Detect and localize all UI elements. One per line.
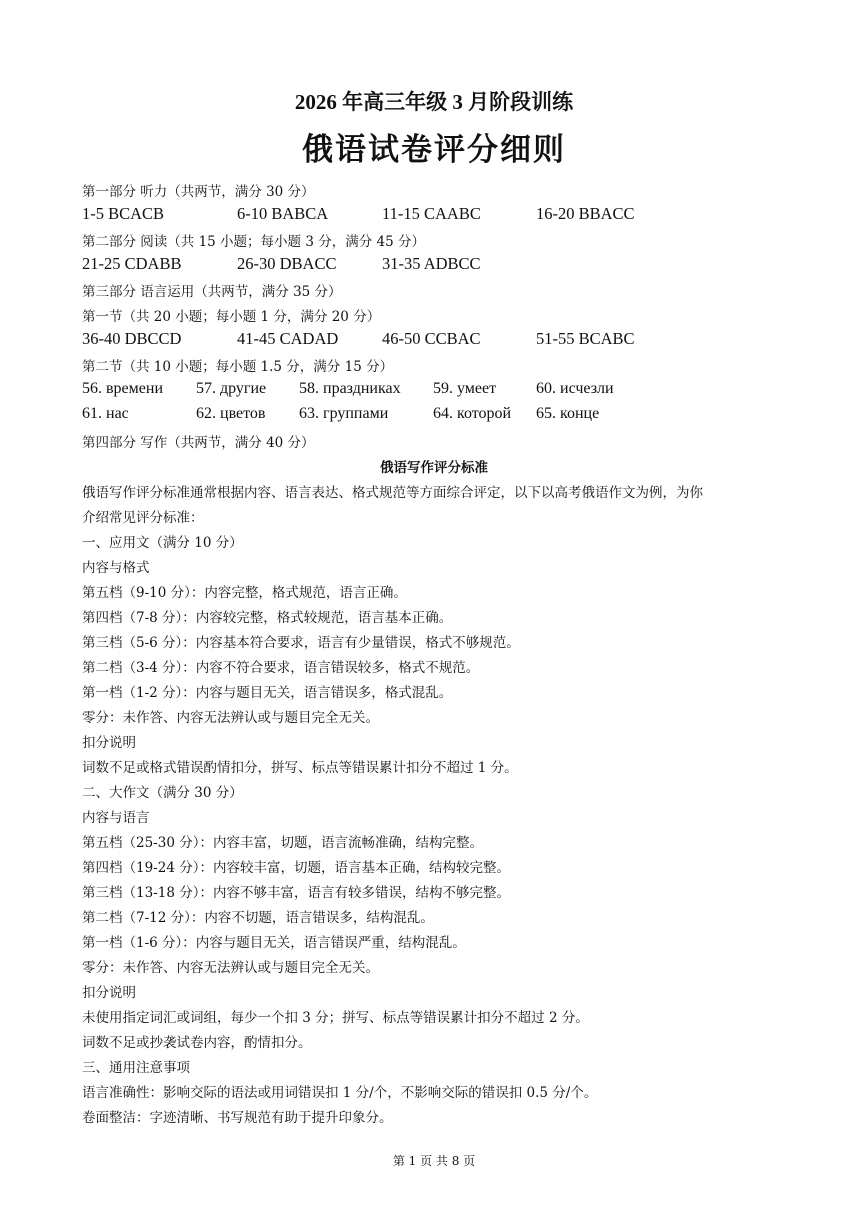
grade-line: 第四档（19-24 分）：内容较丰富，切题，语言基本正确，结构较完整。 — [82, 860, 510, 876]
grade-line: 第一档（1-6 分）：内容与题目无关，语言错误严重，结构混乱。 — [82, 935, 466, 951]
part2-heading: 第二部分 阅读（共 15 小题；每小题 3 分，满分 45 分） — [82, 234, 425, 250]
part4-heading: 第四部分 写作（共两节，满分 40 分） — [82, 435, 315, 451]
exam-title: 2026 年高三年级 3 月阶段训练 — [294, 90, 574, 114]
answer-group: 36-40 DBCCD — [82, 329, 182, 348]
section-heading-essay: 二、大作文（满分 30 分） — [82, 785, 243, 801]
document-title: 俄语试卷评分细则 — [302, 132, 566, 168]
section-heading-practical: 一、应用文（满分 10 分） — [82, 535, 243, 551]
grade-line: 第二档（3-4 分）：内容不符合要求，语言错误较多，格式不规范。 — [82, 660, 480, 676]
word-answer: 59. умеет — [433, 380, 497, 397]
grade-line: 第五档（9-10 分）：内容完整，格式规范，语言正确。 — [82, 585, 407, 601]
writing-standard-title: 俄语写作评分标准 — [380, 460, 488, 476]
intro-line: 俄语写作评分标准通常根据内容、语言表达、格式规范等方面综合评定，以下以高考俄语作文为例，为你 — [82, 485, 703, 501]
word-answer: 58. праздниках — [299, 380, 401, 397]
grade-line: 第四档（7-8 分）：内容较完整，格式较规范，语言基本正确。 — [82, 610, 453, 626]
part3-section1-heading: 第一节（共 20 小题；每小题 1 分，满分 20 分） — [82, 309, 381, 325]
part1-heading: 第一部分 听力（共两节，满分 30 分） — [82, 184, 315, 200]
answer-group: 21-25 CDABB — [82, 254, 182, 273]
answer-group: 6-10 BABCA — [237, 204, 329, 223]
word-answer: 64. которой — [433, 405, 512, 422]
deduct-heading: 扣分说明 — [82, 985, 136, 1001]
general-note: 语言准确性：影响交际的语法或用词错误扣 1 分/个，不影响交际的错误扣 0.5 分/个。 — [82, 1085, 598, 1101]
grade-line: 第一档（1-2 分）：内容与题目无关，语言错误多，格式混乱。 — [82, 685, 453, 701]
grade-line: 零分：未作答、内容无法辨认或与题目完全无关。 — [82, 960, 379, 976]
answer-group: 1-5 BCACB — [82, 204, 165, 223]
answer-group: 26-30 DBACC — [237, 254, 337, 273]
word-answer: 60. исчезли — [536, 380, 614, 397]
word-answer: 57. другие — [196, 380, 267, 397]
word-answer: 61. нас — [82, 405, 129, 422]
page-number: 第 1 页 共 8 页 — [392, 1154, 476, 1168]
answer-group: 16-20 BBACC — [536, 204, 635, 223]
grade-line: 第三档（5-6 分）：内容基本符合要求，语言有少量错误，格式不够规范。 — [82, 635, 520, 651]
word-answer: 62. цветов — [196, 405, 266, 422]
deduct-line: 词数不足或抄袭试卷内容，酌情扣分。 — [82, 1035, 312, 1051]
section-heading-general: 三、通用注意事项 — [82, 1060, 190, 1076]
grade-line: 零分：未作答、内容无法辨认或与题目完全无关。 — [82, 710, 379, 726]
general-note: 卷面整洁：字迹清晰、书写规范有助于提升印象分。 — [82, 1110, 393, 1126]
deduct-line: 词数不足或格式错误酌情扣分，拼写、标点等错误累计扣分不超过 1 分。 — [82, 760, 518, 776]
part3-section2-heading: 第二节（共 10 小题；每小题 1.5 分，满分 15 分） — [82, 359, 394, 375]
answer-group: 46-50 CCBAC — [382, 329, 481, 348]
subheading: 内容与语言 — [82, 810, 150, 826]
subheading: 内容与格式 — [82, 560, 150, 576]
deduct-heading: 扣分说明 — [82, 735, 136, 751]
grade-line: 第二档（7-12 分）：内容不切题，语言错误多，结构混乱。 — [82, 910, 434, 926]
part3-heading: 第三部分 语言运用（共两节，满分 35 分） — [82, 284, 342, 300]
deduct-line: 未使用指定词汇或词组，每少一个扣 3 分；拼写、标点等错误累计扣分不超过 2 分。 — [82, 1010, 589, 1026]
intro-line: 介绍常见评分标准： — [82, 510, 204, 526]
word-answer: 65. конце — [536, 405, 600, 422]
word-answer: 56. времени — [82, 380, 164, 397]
answer-group: 31-35 ADBCC — [382, 254, 481, 273]
grade-line: 第三档（13-18 分）：内容不够丰富，语言有较多错误，结构不够完整。 — [82, 885, 510, 901]
word-answer: 63. группами — [299, 405, 389, 422]
answer-group: 11-15 CAABC — [382, 204, 481, 223]
answer-group: 51-55 BCABC — [536, 329, 635, 348]
answer-group: 41-45 CADAD — [237, 329, 339, 348]
grade-line: 第五档（25-30 分）：内容丰富，切题，语言流畅准确，结构完整。 — [82, 835, 483, 851]
